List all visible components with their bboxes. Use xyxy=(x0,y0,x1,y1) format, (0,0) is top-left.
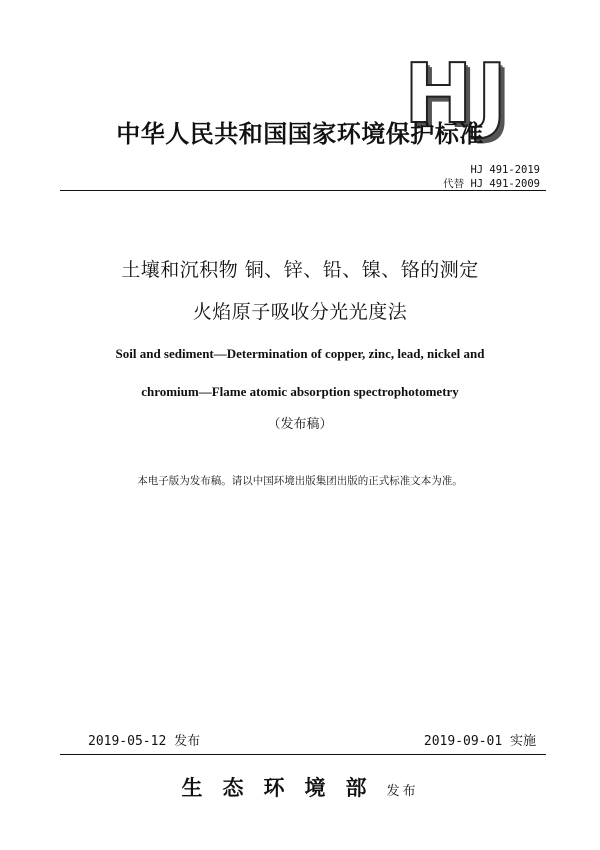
org-title: 中华人民共和国国家环境保护标准 xyxy=(116,120,484,148)
standard-number: HJ 491-2019 xyxy=(470,164,540,176)
issuer-name: 生态环境部 xyxy=(181,775,387,800)
replaces-standard: 代替 HJ 491-2009 xyxy=(443,178,540,190)
en-title-line-2: chromium—Flame atomic absorption spectrophotometry xyxy=(141,384,459,399)
en-title-line-1: Soil and sediment—Determination of copper, zinc, lead, nickel and xyxy=(115,346,485,361)
cn-title-line-2: 火焰原子吸收分光光度法 xyxy=(192,301,408,323)
footer-divider xyxy=(60,754,546,755)
draft-label: （发布稿） xyxy=(267,417,333,432)
standard-number-block xyxy=(443,163,540,191)
cn-title-line-1: 土壤和沉积物 铜、锌、铅、镍、铬的测定 xyxy=(121,259,479,281)
issue-date: 2019-05-12 发布 xyxy=(88,734,201,749)
electronic-version-notice: 本电子版为发布稿。请以中国环境出版集团出版的正式标准文本为准。 xyxy=(137,475,463,487)
issuer-line xyxy=(0,772,600,802)
issuer-action: 发布 xyxy=(386,784,419,799)
hj-logo: HJ xyxy=(404,47,512,142)
effective-date: 2019-09-01 实施 xyxy=(423,734,536,749)
header-divider xyxy=(60,190,546,191)
